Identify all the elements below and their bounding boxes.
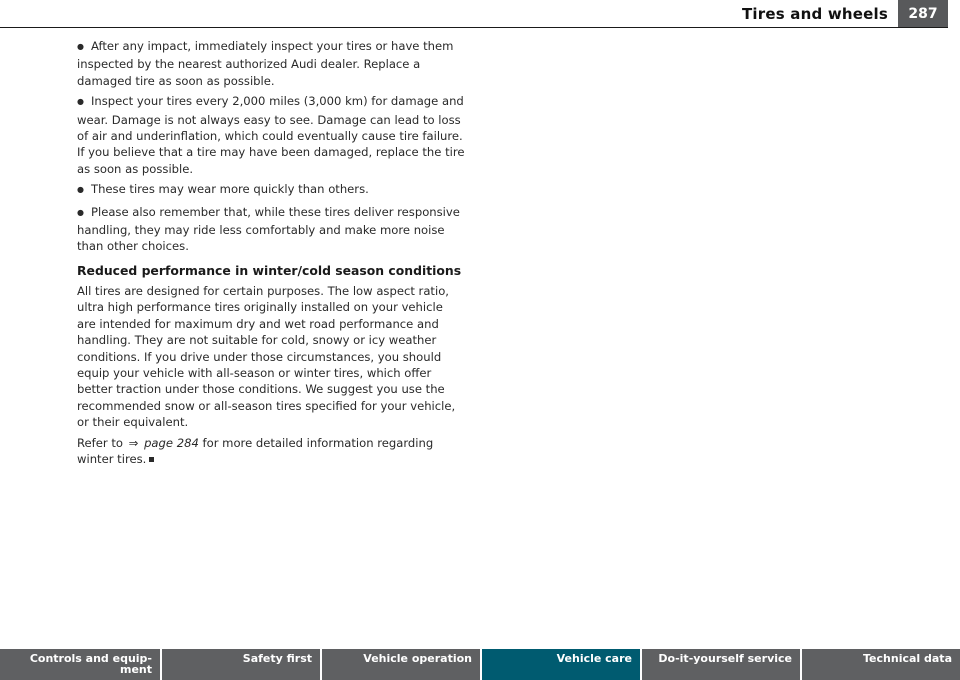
header-rule	[0, 27, 948, 28]
subheading: Reduced performance in winter/cold season conditions	[77, 262, 462, 278]
tab-label: Vehicle operation	[363, 652, 472, 665]
tab-safety-first[interactable]	[162, 649, 322, 680]
tab-technical-data[interactable]	[802, 649, 960, 680]
tab-label: Controls and equip- ment	[29, 652, 152, 676]
tab-controls-and-equipment[interactable]	[0, 649, 162, 680]
reference-prefix: Refer to	[77, 435, 123, 450]
bullet-item: ● These tires may wear more quickly than others.	[77, 181, 465, 199]
tab-label: Safety first	[242, 652, 312, 665]
tab-do-it-yourself-service[interactable]	[642, 649, 802, 680]
tab-vehicle-care[interactable]	[482, 649, 642, 680]
page-reference-link[interactable]: page 284	[144, 435, 199, 450]
reference-line	[77, 435, 465, 468]
page-number: 287	[898, 0, 948, 27]
bullet-item: ● Inspect your tires every 2,000 miles (3,000 km) for damage and wear. Damage is not always easy to see. Damage can lead to loss of air and underinflation, which could eventually cause tire failure. If you believe that a tire may have been damaged, replace the tire as soon as possible.	[77, 93, 465, 177]
footer-nav	[0, 649, 960, 680]
bullet-item: ● After any impact, immediately inspect your tires or have them inspected by the nearest authorized Audi dealer. Replace a damaged tire as soon as possible.	[77, 38, 465, 89]
body-paragraph: All tires are designed for certain purposes. The low aspect ratio, ultra high performance tires originally installed on your vehicle are intended for maximum dry and wet road performance and handling. They are not suitable for cold, snowy or icy weather conditions. If you drive under those circumstances, you should equip your vehicle with all-season or winter tires, which offer better traction under those conditions. We suggest you use the recommended snow or all-season tires specified for your vehicle, or their equivalent.	[77, 283, 456, 430]
tab-label: Technical data	[863, 652, 952, 665]
page-content	[77, 38, 465, 471]
arrow-icon: ⇒	[128, 435, 139, 450]
end-of-section-icon	[149, 457, 154, 462]
section-title: Tires and wheels	[741, 5, 888, 23]
tab-vehicle-operation[interactable]	[322, 649, 482, 680]
tab-label: Vehicle care	[556, 652, 632, 665]
bullet-item: ● Please also remember that, while these tires deliver responsive handling, they may ride less comfortably and make more noise than other choices.	[77, 204, 465, 255]
tab-label: Do-it-yourself service	[658, 652, 792, 665]
reference-suffix: for more detailed information regarding winter tires.	[77, 435, 434, 466]
